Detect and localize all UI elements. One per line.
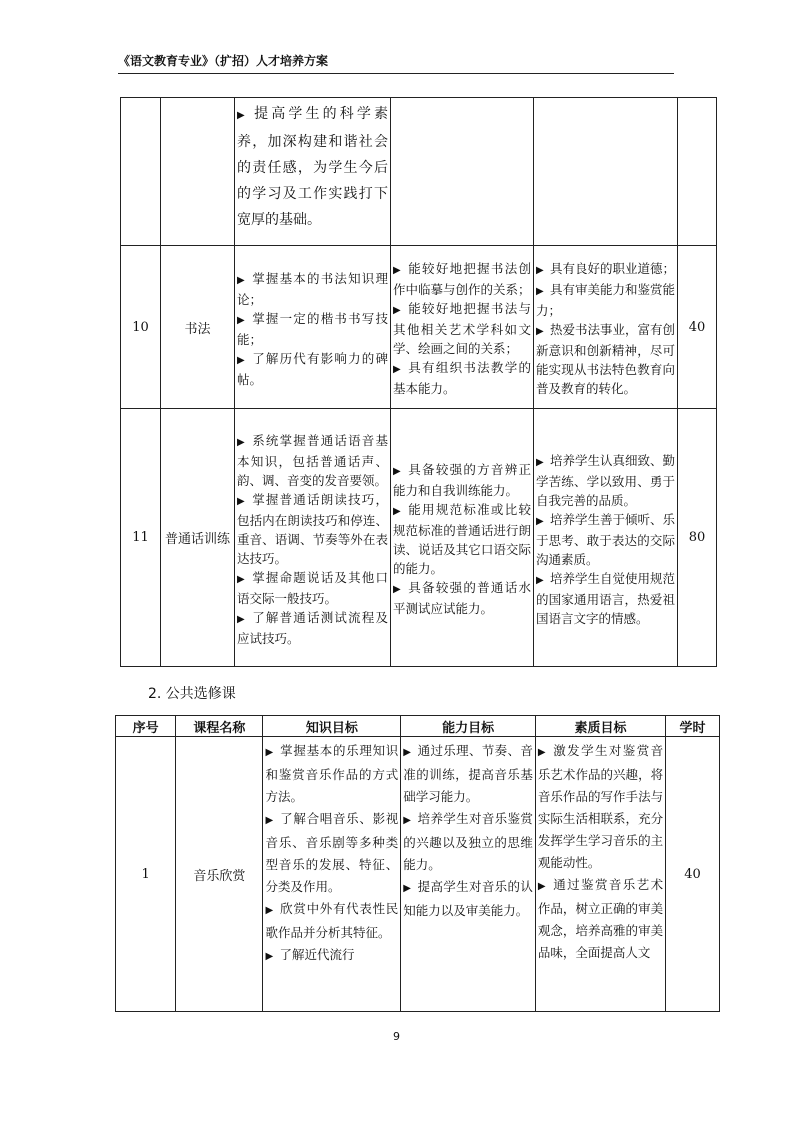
bullet-text: 能较好地把握书法与其他相关艺术学科如文学、绘画之间的关系； bbox=[393, 301, 531, 356]
bullet-text: 培养学生善于倾听、乐于思考、敢于表达的交际沟通素质。 bbox=[536, 511, 676, 567]
quality-goal-cell bbox=[535, 737, 665, 1012]
table-row bbox=[121, 246, 717, 409]
arrow-bullet-icon: ▶ bbox=[237, 573, 245, 585]
row-number: 11 bbox=[121, 409, 161, 667]
bullet-text: 具有组织书法教学的基本能力。 bbox=[393, 360, 531, 396]
course-hours bbox=[678, 98, 717, 246]
bullet-item bbox=[538, 740, 663, 874]
bullet-item bbox=[393, 358, 531, 398]
arrow-bullet-icon: ▶ bbox=[237, 495, 245, 507]
bullet-text: 具备较强的方音辨正能力和自我训练能力。 bbox=[393, 462, 531, 498]
bullet-text: 具备较强的普通话水平测试应试能力。 bbox=[393, 580, 531, 616]
arrow-bullet-icon: ▶ bbox=[536, 515, 544, 527]
header-divider bbox=[118, 73, 674, 74]
bullet-item bbox=[536, 320, 675, 398]
bullet-text: 通过鉴赏音乐艺术作品，树立正确的审美观念，培养高雅的审美品味，全面提高人文 bbox=[537, 877, 664, 960]
table-row bbox=[121, 409, 717, 667]
arrow-bullet-icon: ▶ bbox=[237, 354, 245, 366]
bullet-text: 能较好地把握书法创作中临摹与创作的关系； bbox=[393, 261, 531, 297]
bullet-item bbox=[403, 808, 533, 876]
header-seq: 序号 bbox=[116, 716, 176, 737]
ability-goal-cell bbox=[391, 98, 534, 246]
arrow-bullet-icon: ▶ bbox=[265, 951, 274, 962]
bullet-item bbox=[403, 740, 533, 808]
bullet-item bbox=[393, 299, 531, 358]
course-name: 书法 bbox=[161, 246, 235, 409]
header-knowledge-goal: 知识目标 bbox=[263, 716, 401, 737]
elective-course-table bbox=[115, 715, 720, 1012]
document-header-title: 《语文教育专业》（扩招）人才培养方案 bbox=[118, 54, 329, 68]
bullet-item bbox=[393, 500, 531, 578]
arrow-bullet-icon: ▶ bbox=[403, 883, 411, 894]
ability-goal-cell bbox=[401, 737, 536, 1012]
arrow-bullet-icon: ▶ bbox=[265, 747, 274, 758]
bullet-text: 具有审美能力和鉴赏能力； bbox=[536, 282, 676, 318]
bullet-item bbox=[393, 460, 531, 500]
row-number: 1 bbox=[116, 737, 176, 1012]
bullet-item bbox=[536, 259, 675, 280]
bullet-text: 热爱书法事业，富有创新意识和创新精神，尽可能实现从书法特色教育向普及教育的转化。 bbox=[536, 322, 676, 396]
section-title-public-electives: 2. 公共选修课 bbox=[148, 686, 236, 702]
arrow-bullet-icon: ▶ bbox=[393, 584, 401, 595]
arrow-bullet-icon: ▶ bbox=[537, 881, 546, 892]
table-header-row bbox=[116, 716, 720, 737]
arrow-bullet-icon: ▶ bbox=[393, 506, 401, 517]
ability-goal-cell bbox=[391, 409, 534, 667]
bullet-text: 了解近代流行 bbox=[279, 947, 355, 962]
bullet-text: 培养学生认真细致、勤学苦练、学以致用、勇于自我完善的品质。 bbox=[536, 452, 676, 508]
arrow-bullet-icon: ▶ bbox=[237, 436, 245, 448]
bullet-item bbox=[393, 578, 531, 618]
bullet-text: 欣赏中外有代表性民歌作品并分析其特征。 bbox=[265, 901, 399, 940]
arrow-bullet-icon: ▶ bbox=[265, 815, 274, 826]
bullet-text: 具有良好的职业道德； bbox=[550, 261, 676, 276]
bullet-item bbox=[237, 431, 388, 490]
bullet-item bbox=[265, 944, 398, 968]
header-hours: 学时 bbox=[666, 716, 720, 737]
bullet-text: 提高学生对音乐的认知能力以及审美能力。 bbox=[403, 879, 533, 918]
arrow-bullet-icon: ▶ bbox=[536, 456, 544, 468]
bullet-item bbox=[237, 490, 388, 568]
bullet-item bbox=[265, 808, 398, 898]
bullet-item bbox=[265, 740, 398, 808]
bullet-text: 系统掌握普通话语音基本知识，包括普通话声、韵、调、音变的发音要领。 bbox=[237, 432, 388, 488]
table-row bbox=[116, 737, 720, 1012]
arrow-bullet-icon: ▶ bbox=[237, 110, 245, 121]
header-course-name: 课程名称 bbox=[176, 716, 263, 737]
quality-goal-cell bbox=[534, 409, 678, 667]
bullet-text: 掌握基本的书法知识理论； bbox=[237, 270, 388, 307]
course-name bbox=[161, 98, 235, 246]
bullet-item bbox=[237, 608, 388, 648]
bullet-item bbox=[536, 569, 675, 628]
arrow-bullet-icon: ▶ bbox=[536, 286, 544, 297]
table-row bbox=[121, 98, 717, 246]
arrow-bullet-icon: ▶ bbox=[393, 305, 401, 316]
course-hours: 40 bbox=[666, 737, 720, 1012]
arrow-bullet-icon: ▶ bbox=[536, 265, 544, 276]
bullet-text: 培养学生自觉使用规范的国家通用语言，热爱祖国语言文字的情感。 bbox=[536, 570, 676, 626]
bullet-item bbox=[265, 898, 398, 944]
knowledge-goal-cell bbox=[235, 98, 391, 246]
arrow-bullet-icon: ▶ bbox=[393, 466, 401, 477]
bullet-text: 了解历代有影响力的碑帖。 bbox=[237, 350, 388, 387]
arrow-bullet-icon: ▶ bbox=[403, 747, 411, 758]
bullet-text: 掌握基本的乐理知识和鉴赏音乐作品的方式方法。 bbox=[265, 743, 399, 804]
row-number bbox=[121, 98, 161, 246]
bullet-text: 掌握普通话朗读技巧，包括内在朗读技巧和停连、重音、语调、节奏等外在表达技巧。 bbox=[237, 491, 388, 566]
knowledge-goal-cell bbox=[235, 246, 391, 409]
header-ability-goal: 能力目标 bbox=[401, 716, 536, 737]
bullet-text: 掌握命题说话及其他口语交际一般技巧。 bbox=[237, 569, 388, 606]
bullet-text: 培养学生对音乐鉴赏的兴趣以及独立的思维能力。 bbox=[403, 811, 533, 872]
arrow-bullet-icon: ▶ bbox=[537, 747, 546, 758]
course-name: 普通话训练 bbox=[161, 409, 235, 667]
course-name: 音乐欣赏 bbox=[176, 737, 263, 1012]
header-quality-goal: 素质目标 bbox=[535, 716, 665, 737]
bullet-text: 通过乐理、节奏、音准的训练，提高音乐基础学习能力。 bbox=[403, 743, 533, 804]
bullet-text: 提高学生的科学素养，加深构建和谐社会的责任感，为学生今后的学习及工作实践打下宽厚的基础。 bbox=[237, 106, 388, 228]
bullet-item bbox=[536, 510, 675, 569]
course-hours: 40 bbox=[678, 246, 717, 409]
arrow-bullet-icon: ▶ bbox=[403, 815, 411, 826]
bullet-item bbox=[237, 101, 388, 233]
ability-goal-cell bbox=[391, 246, 534, 409]
knowledge-goal-cell bbox=[263, 737, 401, 1012]
arrow-bullet-icon: ▶ bbox=[393, 364, 401, 375]
bullet-text: 能用规范标准或比较规范标准的普通话进行朗读、说话及其它口语交际的能力。 bbox=[393, 502, 531, 576]
arrow-bullet-icon: ▶ bbox=[393, 265, 401, 276]
bullet-item bbox=[237, 269, 388, 309]
bullet-item bbox=[536, 280, 675, 320]
quality-goal-cell bbox=[534, 246, 678, 409]
arrow-bullet-icon: ▶ bbox=[237, 314, 245, 326]
bullet-text: 激发学生对鉴赏音乐艺术作品的兴趣，将音乐作品的写作手法与实际生活相联系，充分发挥学生学习音乐的主观能动性。 bbox=[537, 743, 664, 870]
bullet-item bbox=[237, 309, 388, 349]
quality-goal-cell bbox=[534, 98, 678, 246]
knowledge-goal-cell bbox=[235, 409, 391, 667]
arrow-bullet-icon: ▶ bbox=[265, 905, 274, 916]
arrow-bullet-icon: ▶ bbox=[237, 613, 245, 625]
bullet-text: 了解合唱音乐、影视音乐、音乐剧等多种类型音乐的发展、特征、分类及作用。 bbox=[265, 811, 399, 894]
bullet-item bbox=[538, 874, 663, 964]
page-number: 9 bbox=[393, 1030, 400, 1043]
arrow-bullet-icon: ▶ bbox=[536, 326, 544, 337]
course-table-continued bbox=[120, 97, 717, 667]
bullet-item bbox=[237, 568, 388, 608]
row-number: 10 bbox=[121, 246, 161, 409]
bullet-text: 了解普通话测试流程及应试技巧。 bbox=[237, 609, 388, 646]
bullet-item bbox=[393, 259, 531, 299]
bullet-item bbox=[403, 876, 533, 922]
bullet-item bbox=[237, 349, 388, 389]
bullet-item bbox=[536, 451, 675, 510]
bullet-text: 掌握一定的楷书书写技能； bbox=[237, 310, 388, 347]
course-hours: 80 bbox=[678, 409, 717, 667]
arrow-bullet-icon: ▶ bbox=[237, 274, 245, 286]
arrow-bullet-icon: ▶ bbox=[536, 574, 544, 586]
